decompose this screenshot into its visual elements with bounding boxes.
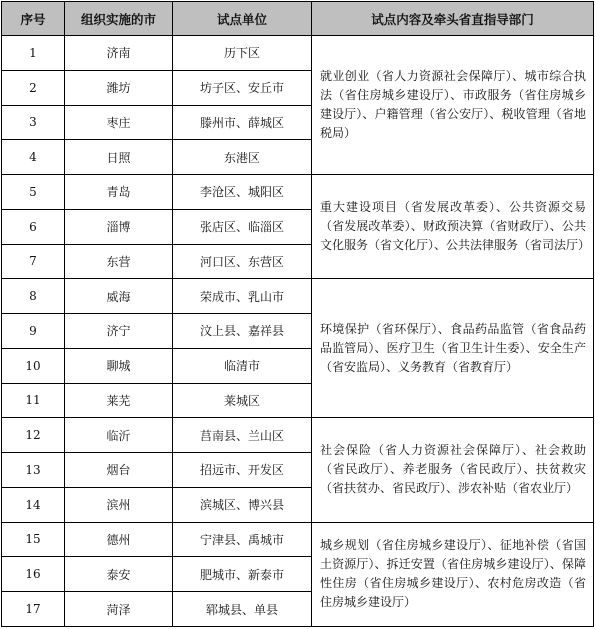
row-unit: 宁津县、禹城市: [173, 522, 312, 557]
row-unit: 滨城区、博兴县: [173, 487, 312, 522]
row-no: 9: [2, 314, 65, 349]
row-city: 滨州: [65, 487, 173, 522]
row-unit: 汶上县、嘉祥县: [173, 314, 312, 349]
row-no: 16: [2, 557, 65, 592]
pilot-content: [312, 279, 594, 418]
pilot-content: [312, 36, 594, 175]
row-no: 7: [2, 244, 65, 279]
row-unit: 东港区: [173, 140, 312, 175]
row-city: 潍坊: [65, 70, 173, 105]
row-no: 17: [2, 592, 65, 627]
pilot-units-table: [1, 1, 594, 627]
row-unit: 临清市: [173, 348, 312, 383]
row-city: 济宁: [65, 314, 173, 349]
pilot-content-text: 重大建设项目（省发展改革委）、公共资源交易（省发展改革委）、财政预决算（省财政厅）、公共文化服务（省文化厅）、公共法律服务（省司法厅）: [320, 200, 591, 253]
row-no: 14: [2, 487, 65, 522]
row-unit: 滕州市、薛城区: [173, 105, 312, 140]
row-unit: 河口区、东营区: [173, 244, 312, 279]
row-unit: 郓城县、单县: [173, 592, 312, 627]
table-row: [2, 36, 594, 71]
pilot-content-text: 城乡规划（省住房城乡建设厅）、征地补偿（省国土资源厅）、拆迁安置（省住房城乡建设厅）、保障性住房（省住房城乡建设厅）、农村危房改造（省住房城乡建设厅）: [320, 538, 586, 610]
pilot-content: [312, 522, 594, 627]
pilot-content-text: 社会保险（省人力资源社会保障厅）、社会救助（省民政厅）、养老服务（省民政厅）、扶贫救灾（省扶贫办、省民政厅）、涉农补贴（省农业厅）: [320, 443, 586, 496]
row-city: 东营: [65, 244, 173, 279]
row-city: 聊城: [65, 348, 173, 383]
row-city: 莱芜: [65, 383, 173, 418]
row-no: 11: [2, 383, 65, 418]
row-unit: 张店区、临淄区: [173, 209, 312, 244]
table-row: [2, 522, 594, 557]
row-city: 日照: [65, 140, 173, 175]
row-city: 淄博: [65, 209, 173, 244]
pilot-content-text: 环境保护（省环保厅）、食品药品监管（省食品药品监管局）、医疗卫生（省卫生计生委）、安全生产（省安监局）、义务教育（省教育厅）: [320, 321, 586, 374]
row-no: 2: [2, 70, 65, 105]
row-unit: 荣成市、乳山市: [173, 279, 312, 314]
row-city: 济南: [65, 36, 173, 71]
row-unit: 招远市、开发区: [173, 453, 312, 488]
row-city: 临沂: [65, 418, 173, 453]
row-no: 15: [2, 522, 65, 557]
row-no: 1: [2, 36, 65, 71]
row-city: 泰安: [65, 557, 173, 592]
row-city: 烟台: [65, 453, 173, 488]
row-unit: 坊子区、安丘市: [173, 70, 312, 105]
header-no: 序号: [2, 2, 65, 36]
row-no: 3: [2, 105, 65, 140]
row-unit: 莒南县、兰山区: [173, 418, 312, 453]
pilot-content-text: 就业创业（省人力资源社会保障厅）、城市综合执法（省住房城乡建设厅）、市政服务（省住房城乡建设厅）、户籍管理（省公安厅）、税收管理（省地税局）: [320, 69, 586, 140]
row-no: 13: [2, 453, 65, 488]
table-row: [2, 279, 594, 314]
row-city: 菏泽: [65, 592, 173, 627]
row-unit: 历下区: [173, 36, 312, 71]
row-unit: 李沧区、城阳区: [173, 175, 312, 210]
row-no: 6: [2, 209, 65, 244]
header-unit: 试点单位: [173, 2, 312, 36]
row-no: 5: [2, 175, 65, 210]
table-row: [2, 175, 594, 210]
header-row: [2, 2, 594, 36]
row-unit: 肥城市、新泰市: [173, 557, 312, 592]
row-city: 青岛: [65, 175, 173, 210]
table-row: [2, 418, 594, 453]
pilot-content: [312, 175, 594, 279]
row-no: 4: [2, 140, 65, 175]
header-content: 试点内容及牵头省直指导部门: [312, 2, 594, 36]
row-city: 枣庄: [65, 105, 173, 140]
row-city: 威海: [65, 279, 173, 314]
row-city: 德州: [65, 522, 173, 557]
row-unit: 莱城区: [173, 383, 312, 418]
row-no: 8: [2, 279, 65, 314]
header-city: 组织实施的市: [65, 2, 173, 36]
row-no: 12: [2, 418, 65, 453]
row-no: 10: [2, 348, 65, 383]
pilot-content: [312, 418, 594, 522]
